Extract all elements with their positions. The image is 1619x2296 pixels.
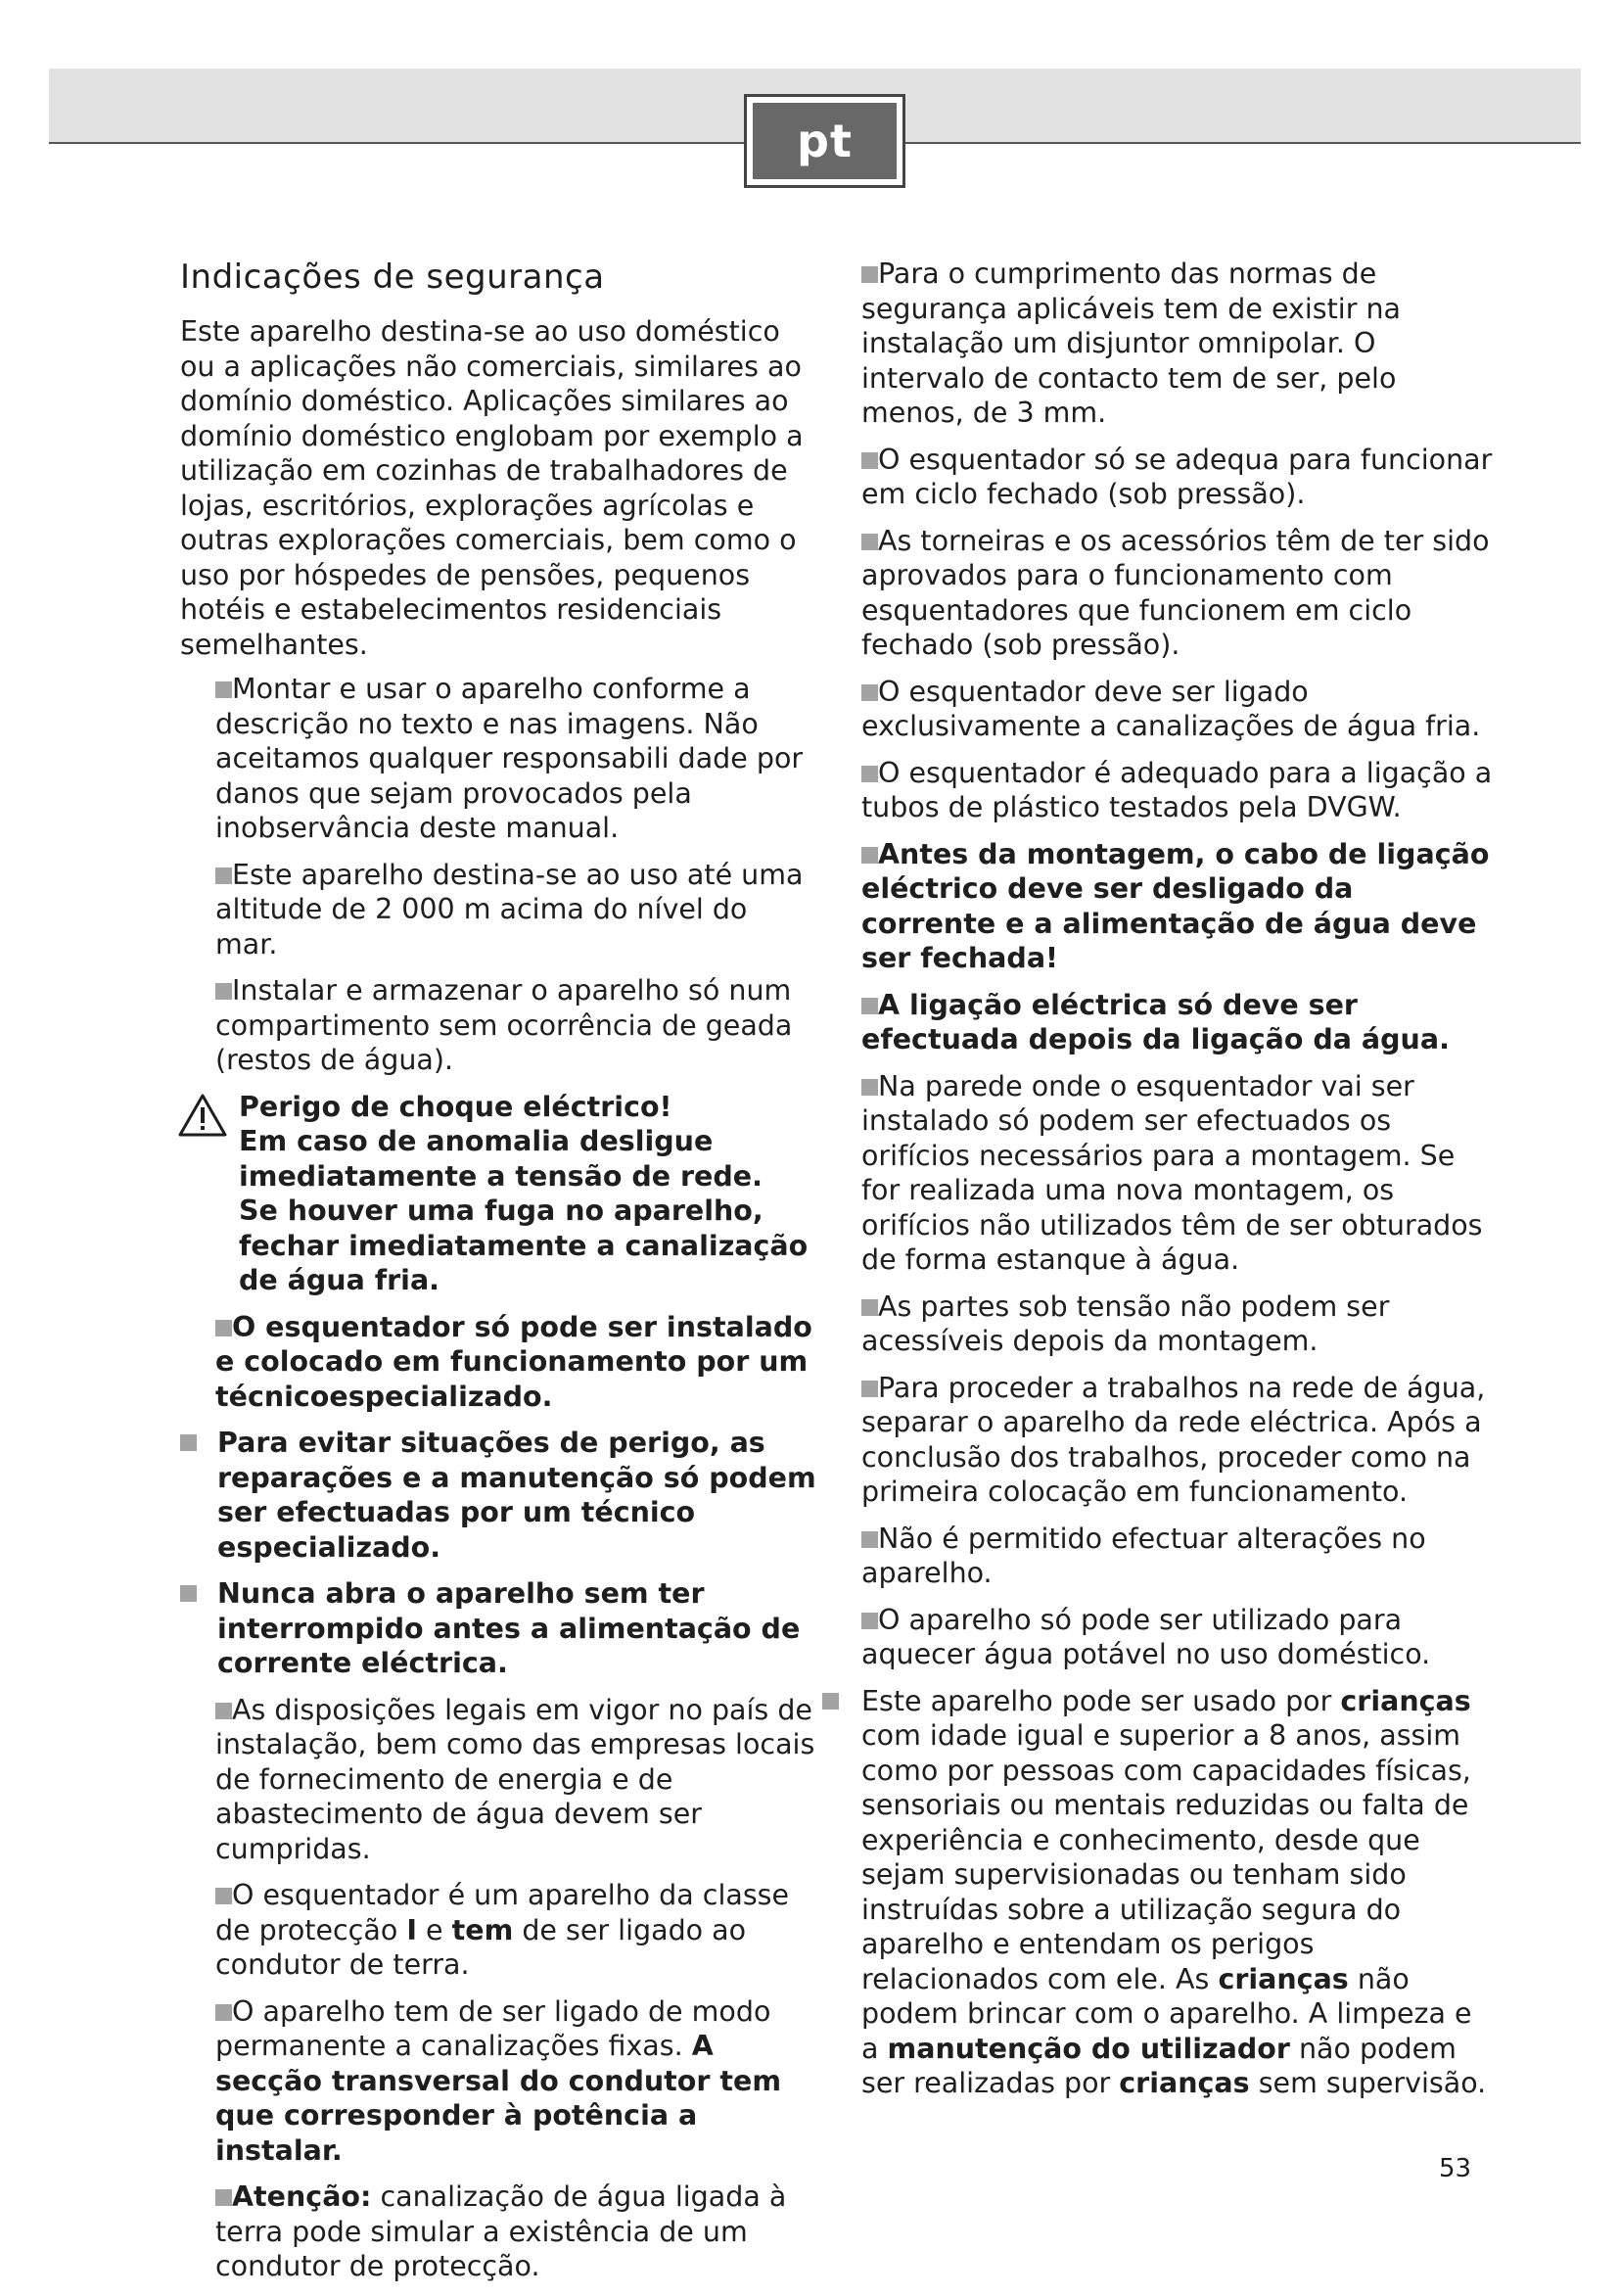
list-item <box>215 672 816 846</box>
language-code: pt <box>753 103 897 179</box>
item-text: Montar e usar o aparelho conforme a descrição no texto e nas imagens. Não aceitamos qualquer responsabili dade por danos que sejam provocados pela inobservância deste manual. <box>215 673 804 844</box>
warning-line: Em caso de anomalia desligue imediatamente a tensão de rede. <box>239 1125 763 1193</box>
warning-triangle-icon <box>178 1094 227 1137</box>
bullet-square-icon <box>861 452 878 469</box>
item-text: Não é permitido efectuar alterações no aparelho. <box>861 1522 1426 1589</box>
bullet-square-icon <box>180 1434 197 1451</box>
warning-line: Perigo de choque eléctrico! <box>239 1090 672 1123</box>
item-text: Antes da montagem, o cabo de ligação eléctrico deve ser desligado da corrente e a alimentação de água deve ser fechada! <box>861 837 1490 974</box>
bullet-square-icon <box>861 1531 878 1548</box>
bullet-square-icon <box>861 266 878 283</box>
bullet-square-icon <box>215 983 232 1000</box>
item-text: O esquentador só se adequa para funcionar em ciclo fechado (sob pressão). <box>861 443 1493 510</box>
item-text: O esquentador é adequado para a ligação a tubos de plástico testados pela DVGW. <box>861 756 1493 823</box>
bullet-square-icon <box>861 534 878 550</box>
list-item: O aparelho tem de ser ligado de modo permanente a canalizações fixas. A secção transversal do condutor tem que corresponder à potência a instalar. <box>215 1994 782 2167</box>
list-item <box>861 1603 1493 1672</box>
item-text: Para evitar situações de perigo, as reparações e a manutenção só podem ser efectuadas por um técnico especializado. <box>217 1427 816 1564</box>
item-text: O esquentador deve ser ligado exclusivamente a canalizações de água fria. <box>861 675 1481 742</box>
list-item <box>861 257 1493 431</box>
item-text: Este aparelho destina-se ao uso até uma altitude de 2 000 m acima do nível do mar. <box>215 858 804 961</box>
item-text: Na parede onde o esquentador vai ser instalado só podem ser efectuados os orifícios necessários para a montagem. Se for realizada uma nova montagem, os orifícios não utilizados têm de ser obturados de forma estanque à água. <box>861 1069 1483 1276</box>
bullet-square-icon <box>861 1299 878 1316</box>
list-item <box>861 443 1493 512</box>
list-item <box>217 1576 816 1681</box>
intro-paragraph: Este aparelho destina-se ao uso doméstico ou a aplicações não comerciais, similares ao domínio doméstico. Aplicações similares ao domínio doméstico englobam por exemplo a utilização em cozinhas de trabalhadores de lojas, escritórios, explorações agrícolas e outras explorações comerciais, bem como o uso por hóspedes de pensões, pequenos hotéis e estabelecimentos residenciais semelhantes. <box>180 315 804 661</box>
list-item <box>861 837 1493 976</box>
warning-line: Se houver uma fuga no aparelho, fechar imediatamente a canalização de água fria. <box>239 1195 809 1296</box>
bullet-square-icon <box>215 681 232 698</box>
item-text: A ligação eléctrica só deve ser efectuada depois da ligação da água. <box>861 988 1450 1055</box>
list-item <box>861 756 1493 825</box>
children-notice: Este aparelho pode ser usado por crianças com idade igual e superior a 8 anos, assim como por pessoas com capacidades físicas, sensoriais ou mentais reduzidas ou falta de experiência e conhecimento, desde que sejam supervisionadas ou tenham sido instruídas sobre a utilização segura do aparelho e entendam os perigos relacionados com ele. As crianças não podem brincar com o aparelho. A limpeza e a manutenção do utilizador não podem ser realizadas por crianças sem supervisão. <box>861 1684 1493 2101</box>
bullet-square-icon <box>861 684 878 701</box>
list-item: Atenção: canalização de água ligada à terra pode simular a existência de um condutor de protecção. <box>215 2180 787 2282</box>
list-item <box>215 1310 816 1415</box>
list-item <box>861 675 1493 744</box>
bullet-square-icon <box>861 766 878 782</box>
list-item <box>215 858 816 962</box>
list-item <box>861 1522 1493 1591</box>
bullet-square-icon <box>215 1320 232 1336</box>
page-number: 53 <box>1439 2154 1472 2183</box>
item-text: As disposições legais em vigor no país de instalação, bem como das empresas locais de fornecimento de energia e de abastecimento de água devem ser cumpridas. <box>215 1693 815 1865</box>
item-text: As partes sob tensão não podem ser acessíveis depois da montagem. <box>861 1289 1390 1357</box>
bullet-square-icon <box>861 847 878 864</box>
bullet-square-icon <box>215 1888 232 1904</box>
section-title: Indicações de segurança <box>180 258 605 297</box>
electric-shock-warning <box>239 1090 816 1298</box>
right-column <box>861 257 1493 2113</box>
item-text: Instalar e armazenar o aparelho só num compartimento sem ocorrência de geada (restos de água). <box>215 974 793 1076</box>
bullet-square-icon <box>861 1381 878 1397</box>
bullet-square-icon <box>215 2004 232 2021</box>
item-text: Nunca abra o aparelho sem ter interrompido antes a alimentação de corrente eléctrica. <box>217 1577 801 1679</box>
item-text: As torneiras e os acessórios têm de ter sido aprovados para o funcionamento com esquentadores que funcionem em ciclo fechado (sob pressão). <box>861 524 1490 661</box>
list-item <box>861 1371 1493 1510</box>
bullet-square-icon <box>861 1613 878 1629</box>
list-item <box>861 1289 1493 1359</box>
list-item <box>861 988 1493 1057</box>
list-item <box>215 973 816 1078</box>
list-item <box>861 1069 1493 1278</box>
bullet-square-icon <box>180 1585 197 1602</box>
bullet-square-icon <box>215 867 232 884</box>
bullet-square-icon <box>861 1079 878 1096</box>
bullet-square-icon <box>215 2189 232 2206</box>
bullet-square-icon <box>215 1703 232 1719</box>
item-text: O esquentador só pode ser instalado e colocado em funcionamento por um técnicoespecializado. <box>215 1310 812 1413</box>
left-column <box>180 257 816 2296</box>
list-item <box>215 1693 816 1867</box>
item-text: Para o cumprimento das normas de segurança aplicáveis tem de existir na instalação um disjuntor omnipolar. O intervalo de contacto tem de ser, pelo menos, de 3 mm. <box>861 258 1402 429</box>
item-text: Para proceder a trabalhos na rede de água, separar o aparelho da rede eléctrica. Após a conclusão dos trabalhos, proceder como na primeira colocação em funcionamento. <box>861 1371 1486 1508</box>
list-item <box>217 1426 816 1565</box>
list-item <box>861 524 1493 663</box>
bullet-square-icon <box>822 1693 839 1710</box>
item-text: O aparelho só pode ser utilizado para aquecer água potável no uso doméstico. <box>861 1603 1431 1670</box>
list-item: O esquentador é um aparelho da classe de protecção I e tem de ser ligado ao condutor de terra. <box>215 1879 790 1981</box>
language-badge <box>744 94 905 188</box>
bullet-square-icon <box>861 998 878 1014</box>
